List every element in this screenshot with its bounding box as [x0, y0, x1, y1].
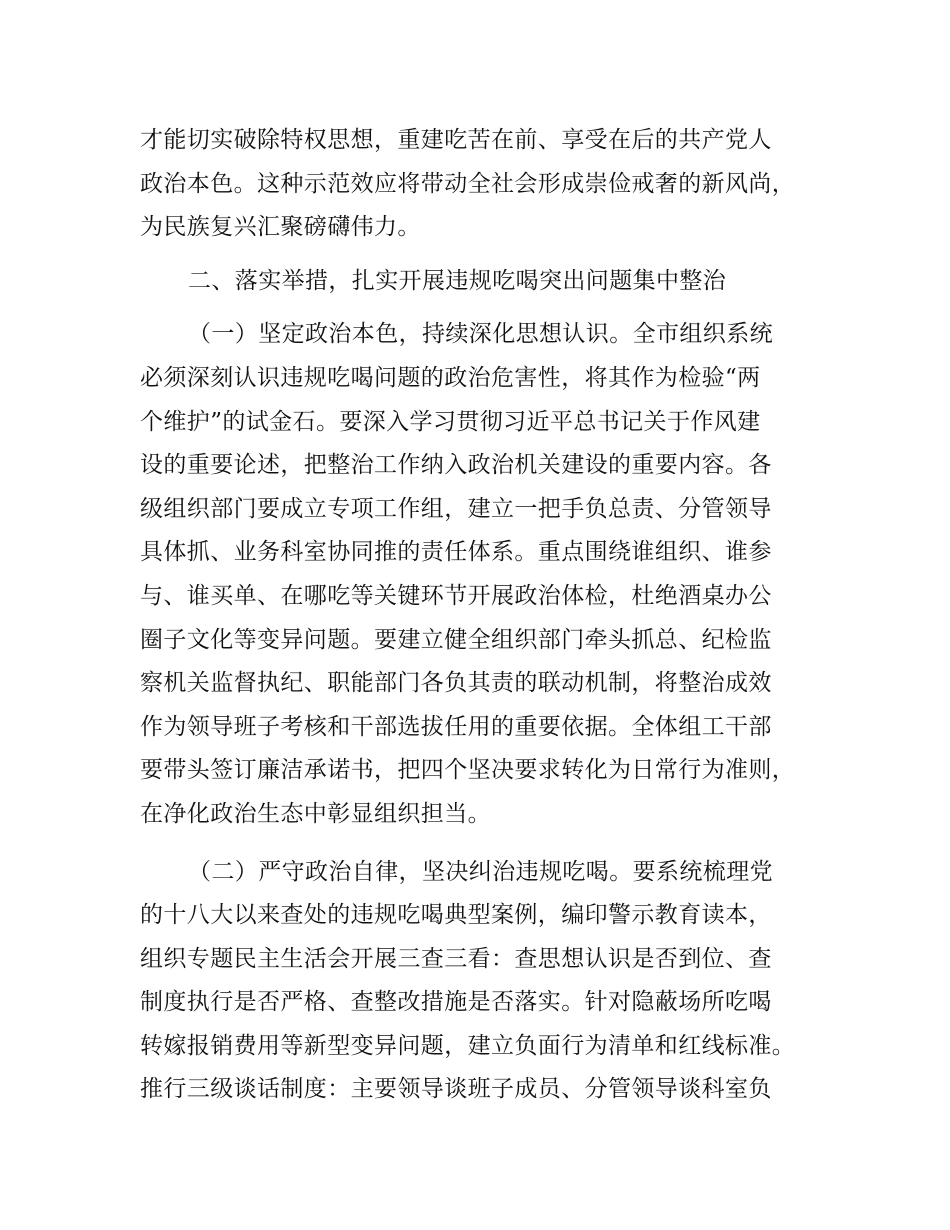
text-line: 在净化政治生态中彰显组织担当。 — [140, 800, 491, 827]
text-line: 要带头签订廉洁承诺书，把四个坚决要求转化为日常行为准则， — [140, 757, 796, 784]
document-body — [140, 119, 830, 1112]
text-line: 为民族复兴汇聚磅礴伟力。 — [140, 214, 421, 241]
paragraph-one — [140, 313, 830, 836]
text-line: 制度执行是否严格、查整改措施是否落实。针对隐蔽场所吃喝 — [140, 989, 772, 1016]
text-line: 推行三级谈话制度：主要领导谈班子成员、分管领导谈科室负 — [140, 1076, 772, 1103]
paragraph-two — [140, 851, 830, 1113]
text-line: 政治本色。这种示范效应将带动全社会形成崇俭戒奢的新风尚， — [140, 170, 796, 197]
text-line: 才能切实破除特权思想，重建吃苦在前、享受在后的共产党人 — [140, 127, 772, 153]
paragraph-continuation — [140, 119, 830, 250]
text-line: 与、谁买单、在哪吃等关键环节开展政治体检，杜绝酒桌办公 — [140, 582, 772, 609]
text-line: （一）坚定政治本色，持续深化思想认识。全市组织系统 — [188, 321, 773, 348]
text-line: 圈子文化等变异问题。要建立健全组织部门牵头抓总、纪检监 — [140, 626, 772, 653]
section-heading-text: 二、落实举措，扎实开展违规吃喝突出问题集中整治 — [188, 267, 727, 294]
text-line: 作为领导班子考核和干部选拔任用的重要依据。全体组工干部 — [140, 713, 772, 740]
text-line: 察机关监督执纪、职能部门各负其责的联动机制，将整治成效 — [140, 670, 772, 697]
text-line: 的十八大以来查处的违规吃喝典型案例，编印警示教育读本， — [140, 902, 772, 929]
text-line: 级组织部门要成立专项工作组，建立一把手负总责、分管领导 — [140, 495, 772, 522]
text-line: 必须深刻认识违规吃喝问题的政治危害性，将其作为检验“两 — [140, 364, 761, 391]
text-line: （二）严守政治自律，坚决纠治违规吃喝。要系统梳理党 — [188, 858, 773, 885]
section-heading — [140, 260, 830, 304]
text-line: 组织专题民主生活会开展三查三看：查思想认识是否到位、查 — [140, 945, 772, 972]
text-line: 个维护”的试金石。要深入学习贯彻习近平总书记关于作风建 — [140, 408, 761, 435]
text-line: 具体抓、业务科室协同推的责任体系。重点围绕谁组织、谁参 — [140, 539, 772, 566]
text-line: 转嫁报销费用等新型变异问题，建立负面行为清单和红线标准。 — [140, 1032, 796, 1059]
text-line: 设的重要论述，把整治工作纳入政治机关建设的重要内容。各 — [140, 452, 772, 479]
